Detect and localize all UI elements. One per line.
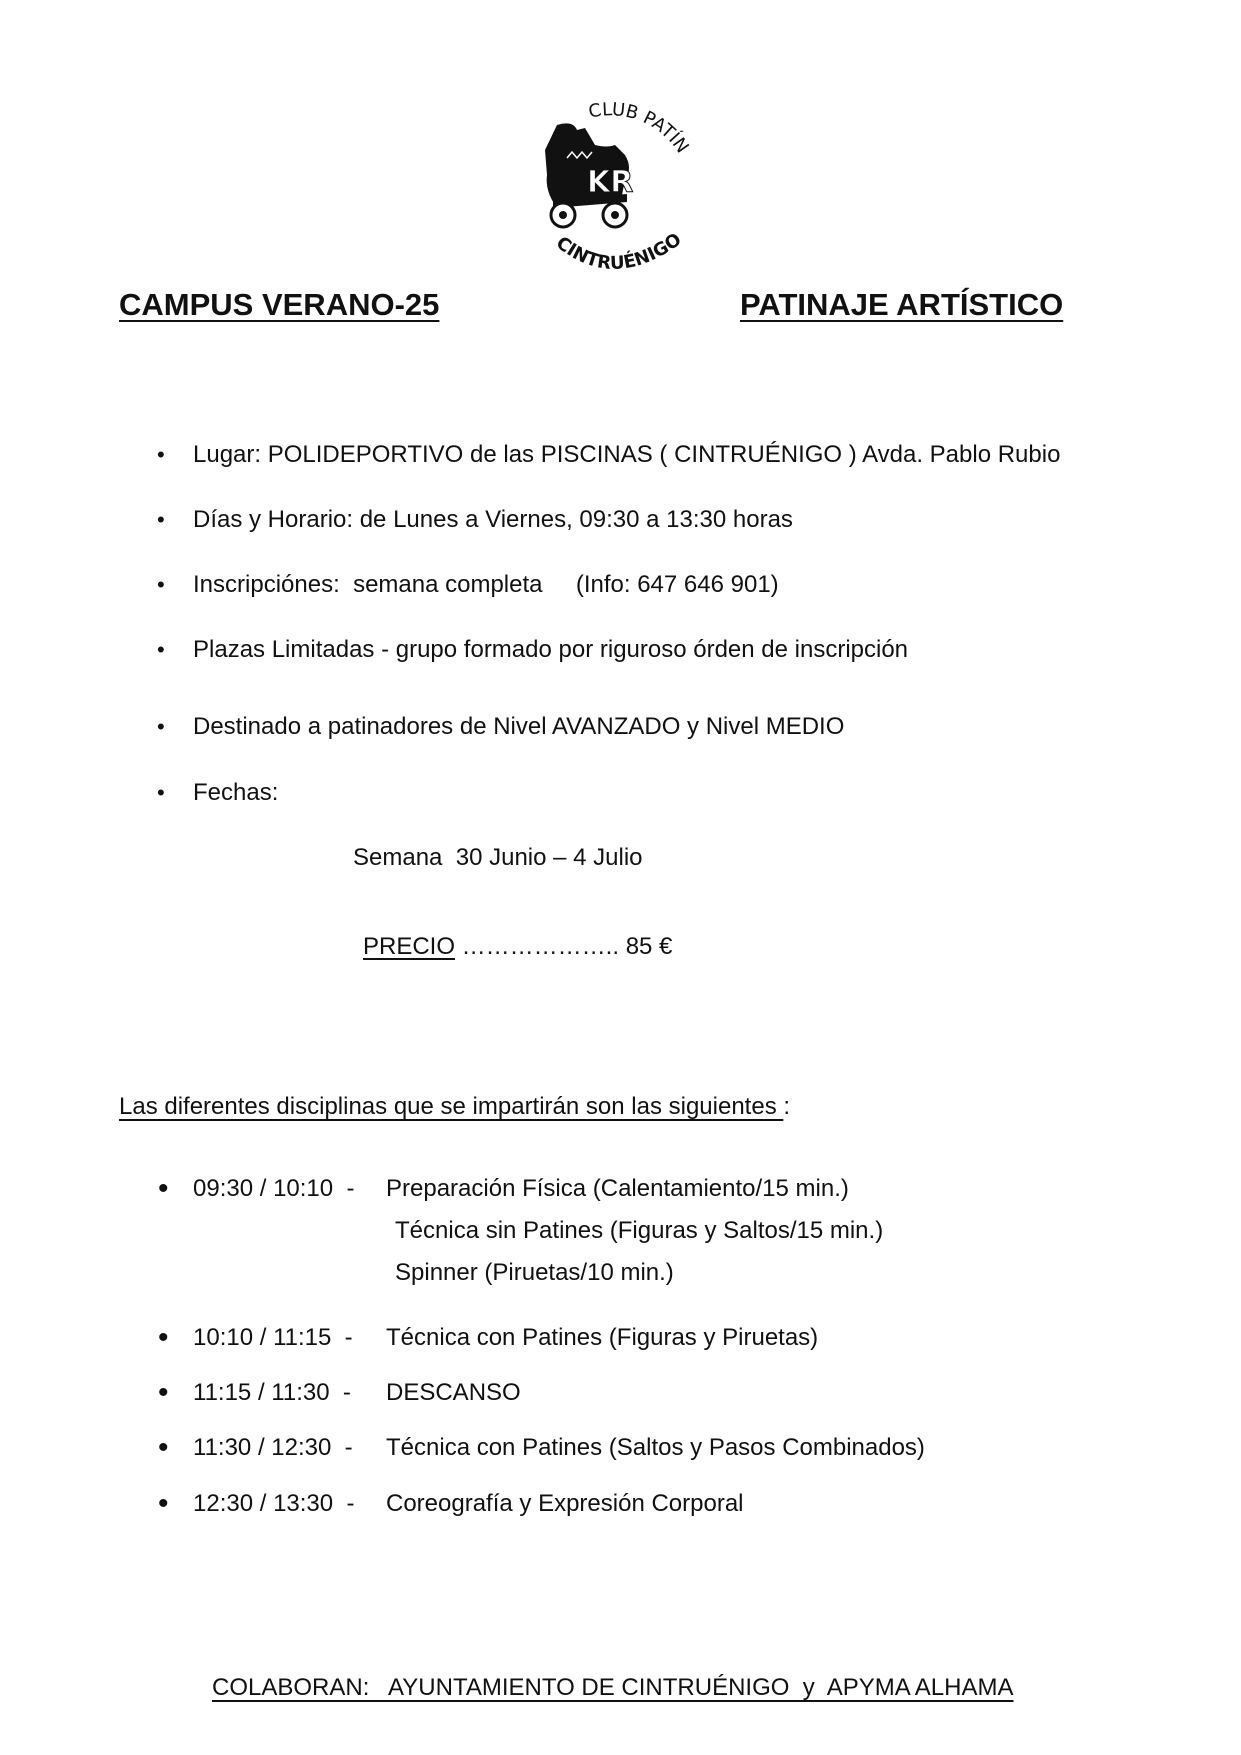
schedule-time: 11:30 / 12:30 -: [193, 1434, 353, 1461]
schedule-activity: Coreografía y Expresión Corporal: [386, 1490, 744, 1517]
schedule-time: 09:30 / 10:10 -: [193, 1175, 355, 1202]
bullet-icon: •: [158, 1376, 169, 1409]
schedule-activity: Técnica sin Patines (Figuras y Saltos/15 min.): [395, 1217, 884, 1244]
schedule-activity: Spinner (Piruetas/10 min.): [395, 1259, 674, 1286]
precio-line: [363, 932, 672, 962]
bullet-icon: •: [158, 1431, 169, 1464]
campus-title: CAMPUS VERANO-25: [119, 287, 440, 322]
schedule-time: 12:30 / 13:30 -: [193, 1490, 355, 1517]
bullet-icon: •: [157, 780, 165, 805]
svg-text:KR: KR: [587, 165, 634, 200]
bullet-icon: •: [158, 1321, 169, 1354]
disciplines-intro: Las diferentes disciplinas que se impartirán son las siguientes :: [119, 1093, 791, 1120]
bullet-icon: •: [157, 572, 165, 597]
collaborators-footer: COLABORAN: AYUNTAMIENTO DE CINTRUÉNIGO y APYMA ALHAMA: [212, 1674, 1014, 1701]
schedule-activity: Preparación Física (Calentamiento/15 min.): [386, 1175, 849, 1202]
bullet-icon: •: [158, 1487, 169, 1520]
bullet-icon: •: [157, 637, 165, 662]
precio-value: ……………….. 85 €: [455, 933, 673, 960]
bullet-icon: •: [157, 507, 165, 532]
bullet-icon: •: [157, 714, 165, 739]
precio-label: PRECIO: [363, 933, 456, 960]
discipline-title: PATINAJE ARTÍSTICO: [740, 287, 1064, 322]
schedule-activity: Técnica con Patines (Figuras y Piruetas): [386, 1324, 819, 1351]
logo-arc-bottom: CINTRUÉNIGO: [552, 228, 686, 275]
info-inscripciones: Inscripciónes: semana completa (Info: 647 646 901): [193, 571, 779, 598]
semana-dates: Semana 30 Junio – 4 Julio: [353, 844, 643, 871]
logo-arc-top: CLUB PATÍN: [586, 99, 693, 158]
info-fechas: Fechas:: [193, 779, 279, 806]
bullet-icon: •: [158, 1172, 169, 1205]
schedule-time: 11:15 / 11:30 -: [193, 1379, 351, 1406]
info-horario: Días y Horario: de Lunes a Viernes, 09:30 a 13:30 horas: [193, 506, 793, 533]
bullet-icon: •: [157, 442, 165, 467]
info-destinado: Destinado a patinadores de Nivel AVANZADO y Nivel MEDIO: [193, 713, 845, 740]
schedule-activity: Técnica con Patines (Saltos y Pasos Combinados): [386, 1434, 925, 1461]
info-lugar: Lugar: POLIDEPORTIVO de las PISCINAS ( CINTRUÉNIGO ) Avda. Pablo Rubio: [193, 441, 1061, 468]
schedule-time: 10:10 / 11:15 -: [193, 1324, 353, 1351]
roller-skate-icon: [515, 90, 715, 290]
info-plazas: Plazas Limitadas - grupo formado por riguroso órden de inscripción: [193, 636, 909, 663]
club-logo: [515, 90, 715, 290]
schedule-activity: DESCANSO: [386, 1379, 521, 1406]
